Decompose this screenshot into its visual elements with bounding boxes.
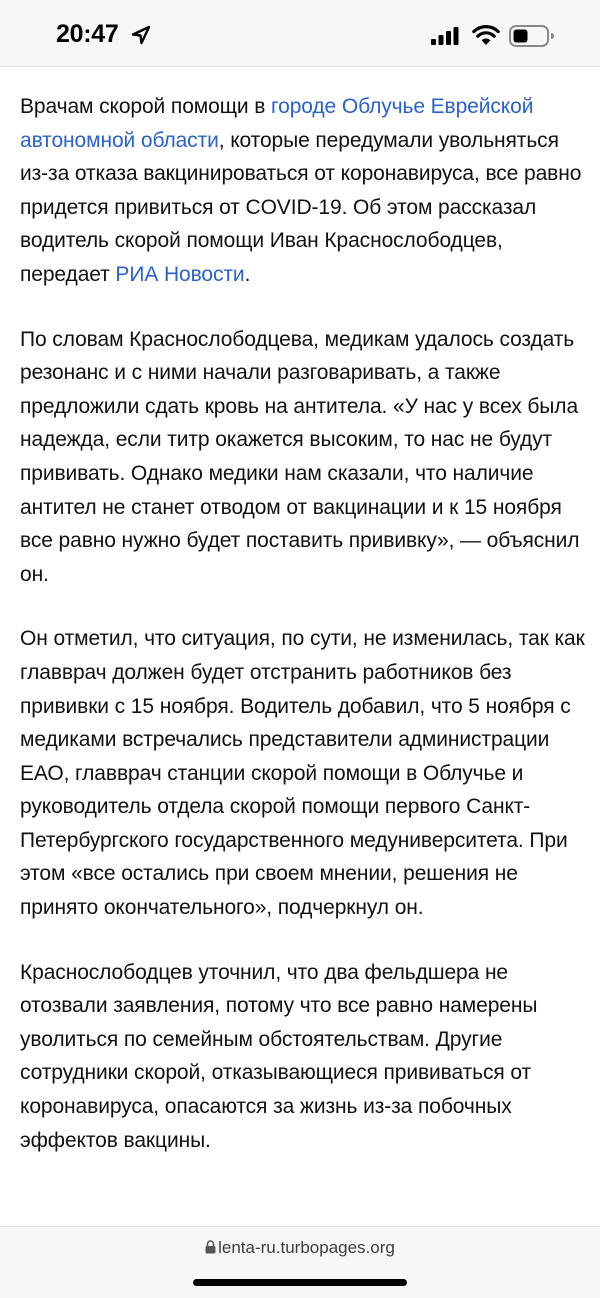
url-text: lenta-ru.turbopages.org: [218, 1238, 395, 1257]
wifi-icon: [472, 24, 500, 46]
article-paragraph-1: [20, 90, 586, 292]
browser-bottom-bar: [0, 1226, 600, 1298]
article-paragraph-4: Краснослободцев уточнил, что два фельдшера не отозвали заявления, потому что все равно намерены уволиться по семейным обстоятельствам. Другие сотрудники скорой, отказывающиеся прививаться от коронавируса, опасаются за жизнь из-за побочных эффектов вакцины.: [20, 960, 538, 1152]
location-arrow-icon: [131, 25, 151, 45]
status-time: 20:47: [56, 20, 119, 48]
paragraph-text: .: [244, 262, 251, 286]
link-ria-novosti[interactable]: РИА Новости: [115, 262, 245, 286]
paragraph-text: , которые передумали увольняться из-за отказа вакцинироваться от коронавируса, все равно придется привиться от COVID-19. Об этом рассказал водитель скорой помощи Иван Краснослободцев, передает: [20, 128, 582, 286]
link-oblucheye-eao[interactable]: городе Облучье Еврейской автономной области: [20, 95, 534, 152]
paragraph-text: Врачам скорой помощи в: [20, 95, 272, 118]
article-paragraph-2: По словам Краснослободцева, медикам удалось создать резонанс и с ними начали разговаривать, а также предложили сдать кровь на антитела. «У нас у всех была надежда, если титр окажется высоким, то нас не будут прививать. Однако медики нам сказали, что наличие антител не станет отводом от вакцинации и к 15 ноября все равно нужно будет поставить прививку», — объяснил он.: [20, 327, 580, 586]
cellular-signal-icon: [431, 27, 459, 45]
article-body: [20, 90, 586, 1188]
article-paragraph-3: Он отметил, что ситуация, по сути, не изменилась, так как главврач должен будет отстранить работников без прививки с 15 ноября. Водитель добавил, что 5 ноября с медиками встречались представители администрации ЕАО, главврач станции скорой помощи в Облучье и руководитель отдела скорой помощи первого Санкт-Петербургского государственного медуниверситета. При этом «все остались при своем мнении, решения не принято окончательного», подчеркнул он.: [20, 627, 585, 920]
home-indicator[interactable]: [193, 1279, 407, 1286]
lock-icon: [205, 1240, 216, 1254]
address-bar[interactable]: [0, 1238, 600, 1258]
battery-icon: [509, 25, 555, 47]
status-bar: [0, 0, 600, 67]
